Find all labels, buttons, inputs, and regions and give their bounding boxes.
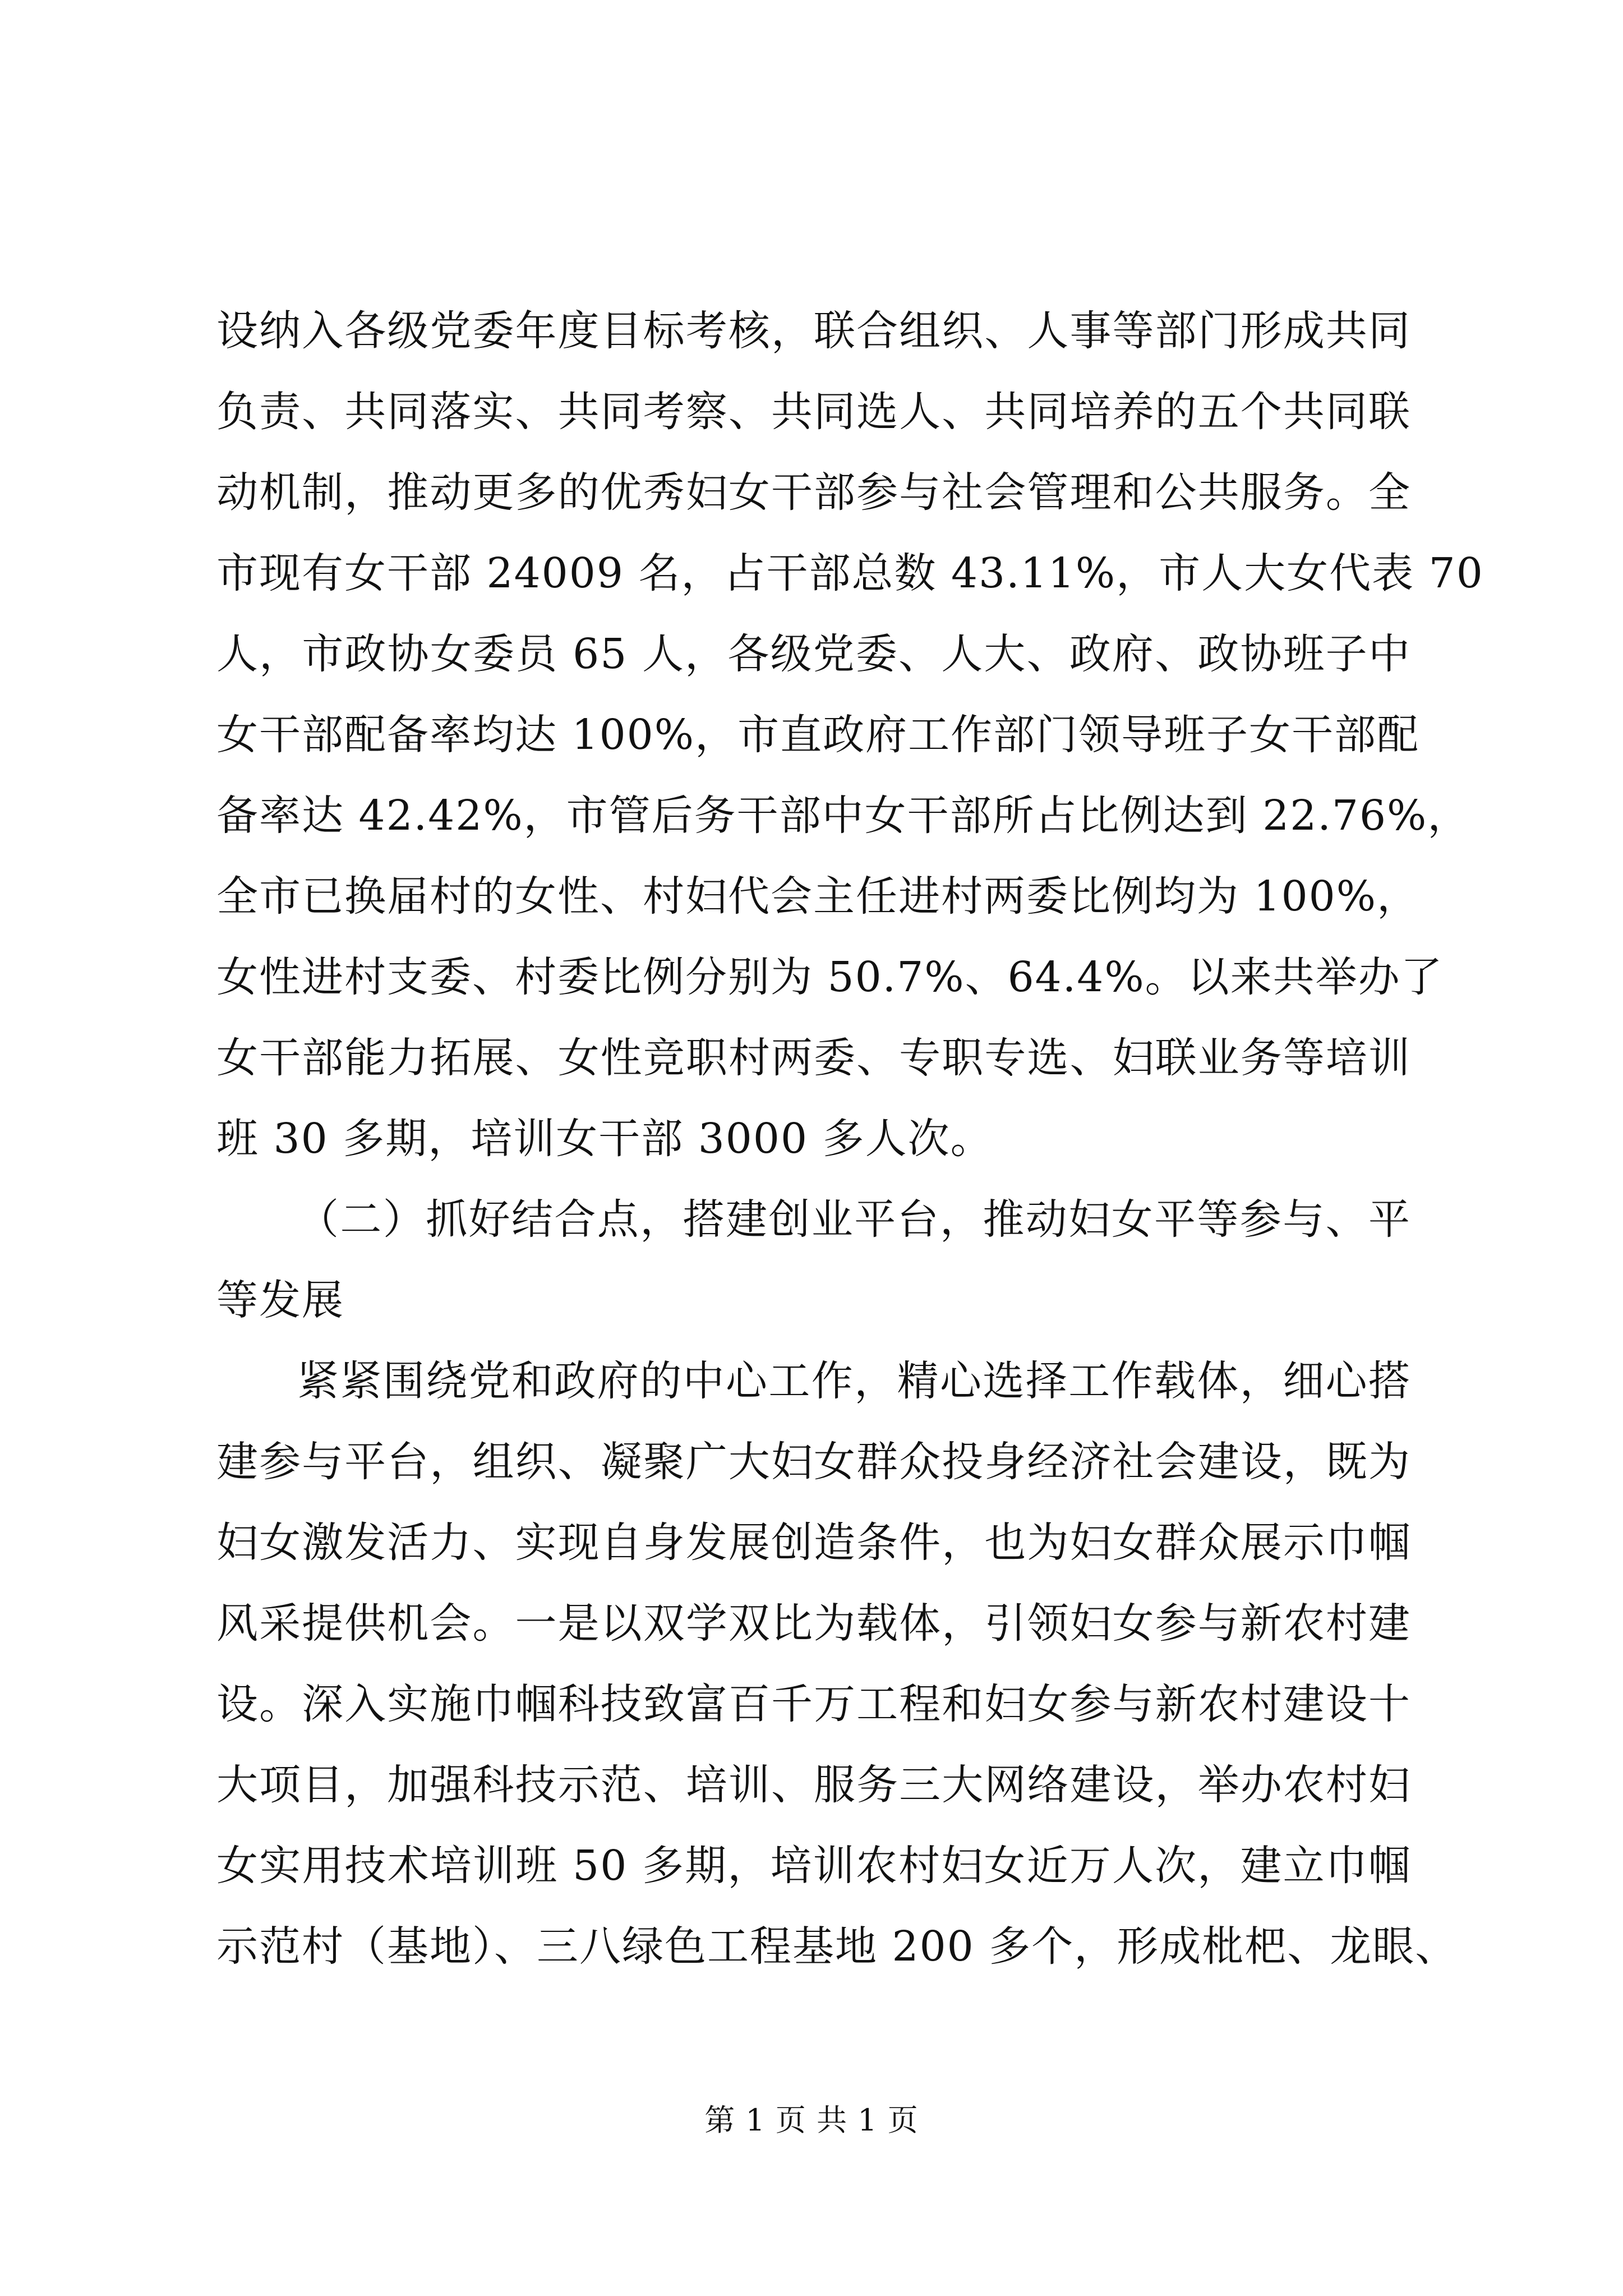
body-text-line: 大项目，加强科技示范、培训、服务三大网络建设，举办农村妇 xyxy=(216,1761,1411,1809)
body-text-line: 妇女激发活力、实现自身发展创造条件，也为妇女群众展示巾帼 xyxy=(216,1519,1411,1567)
body-text-line: 人，市政协女委员 65 人，各级党委、人大、政府、政协班子中 xyxy=(216,630,1411,678)
page-footer: 第 1 页 共 1 页 xyxy=(704,2102,919,2138)
body-text-line: 女性进村支委、村委比例分别为 50.7%、64.4%。以来共举办了 xyxy=(216,953,1444,1001)
body-text-line: 风采提供机会。一是以双学双比为载体，引领妇女参与新农村建 xyxy=(216,1599,1411,1648)
body-text-line: 女干部能力拓展、女性竞职村两委、专职专选、妇联业务等培训 xyxy=(216,1034,1411,1082)
body-text-line: 负责、共同落实、共同考察、共同选人、共同培养的五个共同联 xyxy=(216,388,1411,436)
body-text-line: 动机制，推动更多的优秀妇女干部参与社会管理和公共服务。全 xyxy=(216,468,1411,517)
section-heading-line: （二）抓好结合点，搭建创业平台，推动妇女平等参与、平 xyxy=(297,1195,1411,1244)
body-text-line: 女干部配备率均达 100%，市直政府工作部门领导班子女干部配 xyxy=(216,711,1420,759)
body-text-line: 全市已换届村的女性、村妇代会主任进村两委比例均为 100%， xyxy=(216,872,1420,921)
body-text-line: 示范村（基地）、三八绿色工程基地 200 多个，形成枇杷、龙眼、 xyxy=(216,1922,1458,1971)
body-text-line: 建参与平台，组织、凝聚广大妇女群众投身经济社会建设，既为 xyxy=(216,1438,1411,1486)
body-text-line: 设。深入实施巾帼科技致富百千万工程和妇女参与新农村建设十 xyxy=(216,1680,1411,1728)
section-heading-line: 等发展 xyxy=(216,1276,344,1324)
body-text-line: 设纳入各级党委年度目标考核，联合组织、人事等部门形成共同 xyxy=(216,307,1411,355)
body-text-line: 市现有女干部 24009 名，占干部总数 43.11%，市人大女代表 70 xyxy=(216,549,1484,597)
body-text-line: 班 30 多期，培训女干部 3000 多人次。 xyxy=(216,1115,993,1163)
body-text-line: 女实用技术培训班 50 多期，培训农村妇女近万人次，建立巾帼 xyxy=(216,1842,1411,1890)
body-text-line: 备率达 42.42%，市管后务干部中女干部所占比例达到 22.76%， xyxy=(216,792,1470,840)
body-text-line: 紧紧围绕党和政府的中心工作，精心选择工作载体，细心搭 xyxy=(297,1357,1411,1405)
